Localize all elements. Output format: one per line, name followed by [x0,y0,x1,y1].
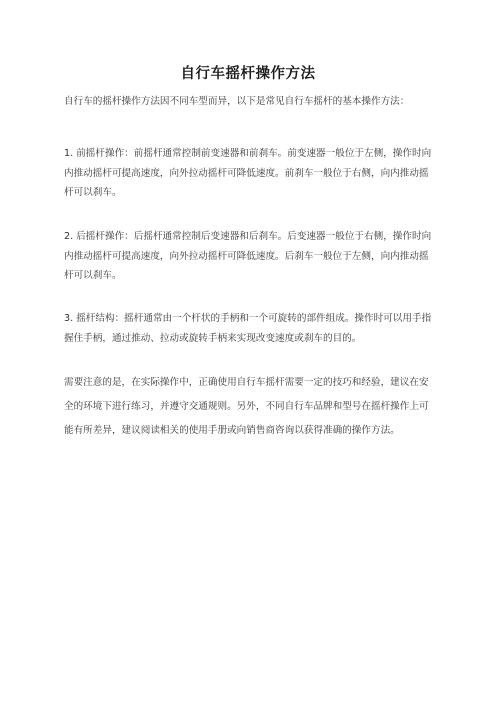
paragraph-rear-lever: 2. 后摇杆操作：后摇杆通常控制后变速器和后刹车。后变速器一般位于右侧，操作时向内推动摇杆可提高速度，向外拉动摇杆可降低速度。后刹车一般位于左侧，向内推动摇杆可以刹车。 [64,231,432,281]
intro-paragraph: 自行车的摇杆操作方法因不同车型而异，以下是常见自行车摇杆的基本操作方法： [64,96,410,107]
paragraph-notes: 需要注意的是，在实际操作中，正确使用自行车摇杆需要一定的技巧和经验，建议在安全的环境下进行练习，并遵守交通规则。另外，不同自行车品牌和型号在摇杆操作上可能有所差异，建议阅读相关的使用手册或向销售商咨询以获得准确的操作方法。 [64,377,429,436]
paragraph-front-lever: 1. 前摇杆操作：前摇杆通常控制前变速器和前刹车。前变速器一般位于左侧，操作时向内推动摇杆可提高速度，向外拉动摇杆可降低速度。前刹车一般位于右侧，向内推动摇杆可以刹车。 [64,148,432,198]
document-title: 自行车摇杆操作方法 [180,66,316,82]
paragraph-lever-structure: 3. 摇杆结构：摇杆通常由一个杆状的手柄和一个可旋转的部件组成。操作时可以用手指握住手柄，通过推动、拉动或旋转手柄来实现改变速度或刹车的目的。 [64,313,432,344]
